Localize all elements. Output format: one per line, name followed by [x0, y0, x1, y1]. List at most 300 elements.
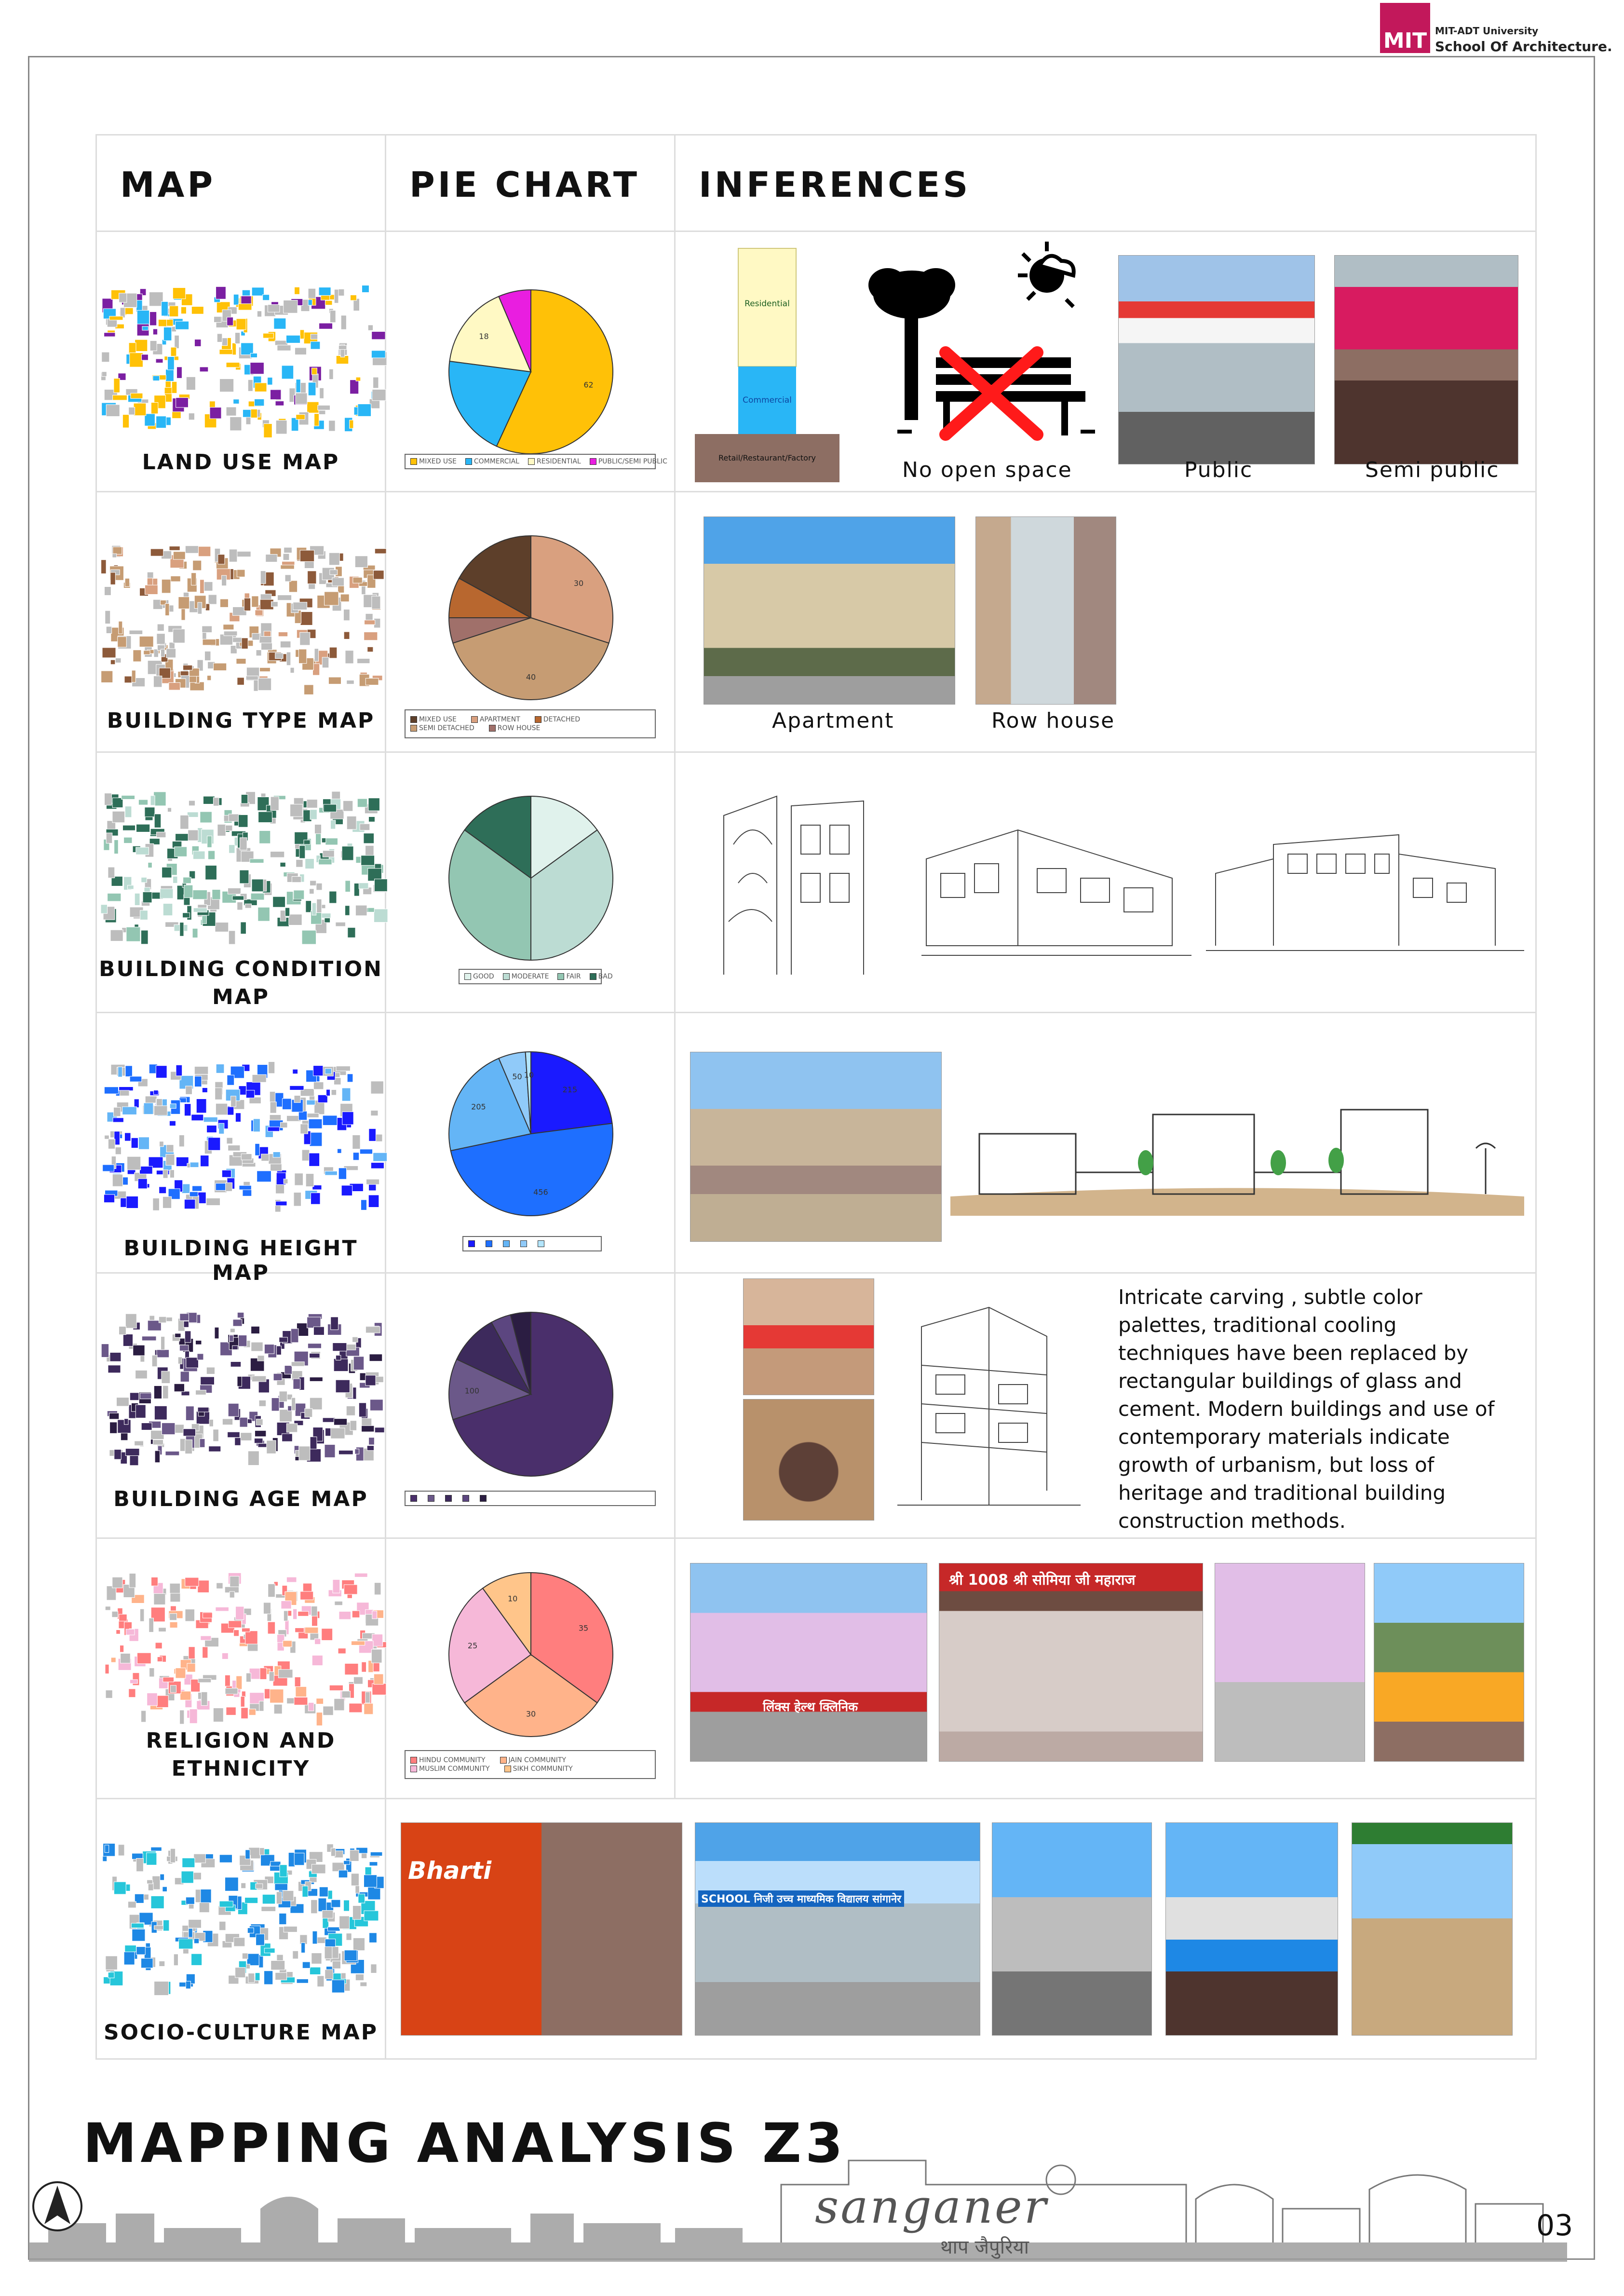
map-plot [185, 1577, 199, 1586]
map-plot [264, 1345, 274, 1354]
map-plot [299, 845, 305, 858]
map-plot [255, 399, 264, 406]
map-plot [275, 1972, 287, 1980]
map-plot [229, 1621, 242, 1628]
map-plot [371, 1649, 382, 1663]
map-plot [274, 1704, 282, 1714]
map-plot [134, 403, 146, 416]
building-condition-inference-cell [675, 752, 1536, 1013]
map-plot [170, 1622, 177, 1628]
map-plot [228, 1403, 239, 1416]
map-plot [365, 613, 373, 620]
map-plot [203, 1647, 208, 1658]
map-plot [262, 1894, 275, 1904]
map-plot [268, 1584, 275, 1597]
map-plot [307, 1100, 315, 1105]
map-plot [236, 319, 246, 330]
legend-item [520, 1240, 529, 1248]
map-plot [157, 832, 166, 837]
map-plot [320, 388, 324, 398]
map-plot [283, 1641, 292, 1647]
map-plot [198, 602, 202, 614]
map-plot [129, 407, 135, 415]
map-plot [329, 1685, 343, 1690]
map-plot [162, 1423, 175, 1434]
map-plot [264, 1689, 270, 1698]
map-plot [286, 652, 291, 666]
map-plot [355, 905, 367, 916]
open-ground-photo [1352, 1822, 1513, 2036]
map-plot [352, 1135, 360, 1149]
map-plot [285, 908, 289, 916]
map-plot [318, 1898, 326, 1912]
map-plot [185, 1331, 191, 1343]
map-plot [136, 847, 149, 855]
legend-item [503, 1240, 512, 1248]
map-plot [155, 1643, 162, 1649]
map-plot [149, 1316, 155, 1320]
map-plot [289, 914, 302, 925]
map-plot [187, 1663, 195, 1672]
map-plot [135, 893, 140, 905]
religion-inference-cell [675, 1538, 1536, 1799]
map-plot [136, 1947, 146, 1955]
map-plot [225, 1688, 238, 1694]
map-plot [200, 1439, 205, 1447]
legend-item: MIXED USE [410, 716, 457, 723]
map-plot [162, 1371, 170, 1383]
map-plot [269, 1671, 274, 1681]
building-type-map-cell [96, 492, 386, 752]
map-plot [102, 372, 107, 377]
map-plot [295, 1173, 303, 1185]
temple-photo [1215, 1563, 1365, 1762]
map-plot [284, 1366, 292, 1374]
map-plot [268, 1127, 279, 1131]
map-plot [341, 1185, 352, 1196]
bharti-shop-photo [401, 1822, 682, 2036]
map-plot [251, 1326, 260, 1333]
map-plot [217, 334, 222, 342]
map-plot [135, 1441, 144, 1446]
map-plot [238, 815, 248, 827]
map-plot [251, 409, 257, 418]
map-plot [214, 316, 221, 322]
map-plot [279, 1337, 288, 1342]
building-height-map-cell [96, 1013, 386, 1285]
map-plot [219, 1921, 226, 1930]
header-inferences: INFERENCES [675, 135, 1536, 231]
pie-data-label: 25 [467, 1641, 478, 1650]
map-plot [102, 352, 109, 362]
shop-signboard: लिंक्स हेल्थ क्लिनिक [763, 1700, 858, 1714]
map-plot [203, 1613, 212, 1618]
legend-item: BAD [590, 973, 613, 980]
map-plot [153, 329, 157, 335]
map-plot [137, 1653, 151, 1664]
map-plot [309, 1119, 322, 1128]
map-plot [346, 1933, 352, 1941]
map-plot [310, 1377, 323, 1382]
map-plot [359, 883, 368, 889]
building-condition-map-cell [96, 752, 386, 1013]
street-section-sketch [950, 1076, 1524, 1216]
map-plot [325, 1171, 338, 1176]
map-plot [125, 1449, 139, 1456]
map-plot [339, 1611, 351, 1619]
map-plot [300, 1124, 308, 1134]
map-plot [347, 1074, 353, 1082]
map-plot [237, 551, 251, 557]
map-plot [270, 851, 284, 857]
row-house-caption: Row house [991, 708, 1115, 733]
map-plot [263, 295, 270, 300]
map-plot [147, 1880, 153, 1884]
map-plot [183, 1429, 196, 1436]
map-plot [110, 1352, 121, 1361]
map-plot [360, 1982, 367, 1986]
map-plot [184, 1199, 195, 1209]
map-plot [331, 1947, 338, 1958]
building-sketch-1 [719, 787, 868, 979]
map-plot [374, 1583, 381, 1595]
map-plot [241, 922, 246, 934]
legend-item [486, 1240, 494, 1248]
map-plot [159, 1317, 166, 1323]
map-plot [362, 1662, 366, 1672]
map-plot [352, 1337, 358, 1342]
map-plot [302, 1150, 310, 1161]
map-plot [224, 631, 237, 636]
map-plot [112, 1611, 118, 1617]
street-photo [690, 1052, 942, 1242]
map-plot [179, 1135, 184, 1146]
row-house-photo [975, 516, 1116, 705]
building-age-map-label: BUILDING AGE MAP [113, 1487, 368, 1511]
map-plot [252, 633, 260, 640]
map-plot [105, 611, 110, 624]
legend-item: MUSLIM COMMUNITY [410, 1765, 490, 1773]
map-plot [331, 1900, 340, 1907]
map-plot [194, 340, 201, 347]
legend-item: APARTMENT [471, 716, 520, 723]
map-plot [216, 1064, 224, 1073]
map-plot [116, 1630, 121, 1634]
map-plot [186, 1086, 192, 1094]
religion-map [101, 1573, 385, 1722]
map-plot [300, 330, 304, 339]
map-plot [176, 398, 189, 408]
map-plot [170, 1170, 174, 1178]
map-plot [311, 1193, 320, 1204]
map-plot [166, 1154, 175, 1165]
map-plot [331, 1317, 338, 1330]
map-plot [340, 594, 349, 602]
map-plot [305, 858, 314, 869]
legend-item: DETACHED [535, 716, 580, 723]
map-plot [365, 620, 375, 625]
map-plot [231, 1096, 236, 1107]
map-plot [345, 1663, 358, 1675]
land-use-legend [405, 454, 667, 469]
map-plot [162, 579, 171, 593]
map-plot [223, 625, 234, 630]
map-plot [227, 1138, 232, 1144]
map-plot [347, 680, 354, 684]
pie-data-label: 100 [464, 1386, 480, 1396]
map-plot [114, 840, 119, 854]
map-plot [123, 1334, 133, 1346]
school-signboard: SCHOOL निजी उच्च माध्यमिक विद्यालय सांगानेर [698, 1890, 904, 1907]
map-plot [336, 1380, 350, 1392]
map-plot [180, 1710, 184, 1724]
map-plot [251, 893, 264, 900]
map-plot [213, 798, 218, 806]
pie-data-label: 10 [507, 1594, 518, 1603]
map-plot [144, 651, 150, 654]
map-plot [162, 1196, 171, 1208]
map-plot [145, 1096, 157, 1103]
map-plot [338, 1450, 353, 1454]
map-plot [174, 1954, 178, 1966]
religion-legend [405, 1750, 656, 1779]
map-plot [370, 1852, 382, 1856]
map-plot [155, 1451, 160, 1463]
map-plot [154, 1106, 168, 1115]
map-plot [259, 1701, 264, 1711]
building-height-pie-cell [386, 1013, 675, 1273]
map-plot [228, 1432, 240, 1438]
map-plot [264, 631, 271, 637]
map-plot [144, 1103, 153, 1114]
map-plot [304, 561, 314, 569]
map-plot [182, 1184, 190, 1194]
map-plot [156, 359, 163, 363]
land-use-bar-diagram [695, 244, 839, 485]
map-plot [268, 1622, 275, 1634]
pie-data-label: 205 [471, 1102, 486, 1112]
building-condition-legend [459, 969, 613, 984]
map-plot [277, 595, 291, 600]
legend-item: SIKH COMMUNITY [504, 1765, 573, 1773]
map-plot [250, 363, 264, 374]
map-plot [311, 1953, 322, 1964]
map-plot [125, 578, 129, 586]
map-plot [150, 796, 155, 805]
map-plot [222, 1419, 232, 1425]
map-plot [284, 300, 298, 313]
map-plot [212, 889, 220, 899]
map-plot [184, 1104, 190, 1116]
map-plot [284, 1611, 288, 1621]
map-plot [292, 877, 301, 883]
map-plot [342, 1112, 353, 1125]
map-plot [163, 1170, 168, 1179]
map-plot [125, 806, 132, 817]
socio-culture-map-cell [96, 1799, 386, 2059]
building-condition-pie-cell [386, 752, 675, 1013]
map-plot [302, 1962, 310, 1968]
map-plot [360, 1149, 372, 1154]
map-plot [323, 1706, 333, 1715]
building-condition-pie [444, 791, 618, 965]
map-plot [374, 1674, 383, 1685]
map-plot [364, 833, 374, 843]
map-plot [193, 890, 207, 899]
map-plot [126, 927, 140, 941]
no-open-space-caption: No open space [902, 458, 1072, 482]
map-plot [150, 312, 157, 326]
map-plot [282, 1099, 291, 1110]
map-plot [278, 632, 287, 637]
map-plot [229, 549, 237, 562]
map-plot [259, 1848, 264, 1855]
map-plot [255, 383, 267, 392]
map-plot [130, 1393, 139, 1400]
map-plot [170, 1614, 177, 1620]
map-plot [226, 362, 240, 367]
map-plot [200, 367, 208, 372]
map-plot [159, 1961, 165, 1966]
map-plot [149, 1618, 154, 1632]
map-plot [240, 1417, 247, 1427]
page-title: MAPPING ANALYSIS Z3 [83, 2112, 847, 2175]
map-plot [176, 1668, 186, 1678]
map-plot [163, 327, 171, 340]
map-plot [323, 851, 334, 857]
legend-item [410, 1494, 419, 1502]
map-plot [200, 1155, 209, 1167]
map-plot [166, 649, 176, 658]
map-plot [191, 307, 203, 314]
map-plot [250, 859, 264, 863]
map-plot [114, 1882, 126, 1894]
map-plot [342, 1088, 351, 1101]
pie-data-label: 40 [526, 672, 536, 682]
map-plot [217, 824, 226, 836]
map-plot [151, 403, 158, 414]
map-plot [366, 1179, 379, 1184]
map-plot [339, 1916, 350, 1929]
map-plot [344, 1900, 350, 1911]
legend-item: COMMERCIAL [465, 458, 519, 465]
map-plot [280, 1410, 292, 1422]
map-plot [179, 1939, 193, 1949]
map-plot [106, 833, 112, 843]
map-plot [246, 417, 251, 425]
map-plot [185, 1440, 192, 1454]
map-plot [169, 1121, 176, 1126]
map-plot [253, 1119, 260, 1132]
legend-item: ROW HOUSE [489, 724, 541, 732]
map-plot [119, 293, 127, 302]
map-plot [271, 1861, 281, 1866]
map-plot [241, 1697, 244, 1707]
map-plot [183, 913, 190, 918]
map-plot [327, 1927, 340, 1931]
map-plot [162, 1887, 167, 1891]
map-plot [110, 660, 115, 665]
map-plot [118, 1067, 122, 1077]
map-plot [259, 1400, 266, 1406]
map-plot [307, 402, 319, 413]
map-plot [222, 338, 227, 346]
map-plot [235, 333, 240, 344]
map-plot [264, 424, 272, 438]
map-plot [371, 1081, 383, 1094]
map-plot [186, 1358, 199, 1368]
socio-culture-map-label: SOCIO-CULTURE MAP [103, 2020, 379, 2045]
map-plot [131, 1923, 144, 1928]
map-plot [103, 1165, 114, 1171]
map-plot [300, 632, 310, 645]
map-plot [106, 405, 120, 417]
map-plot [132, 670, 135, 682]
header-map: MAP [96, 135, 386, 231]
building-condition-map [101, 791, 385, 941]
map-plot [301, 1943, 305, 1953]
map-plot [354, 883, 359, 897]
building-condition-map-label: BUILDING CONDITION MAP [99, 957, 383, 1009]
map-plot [233, 294, 239, 305]
map-plot [163, 1920, 169, 1931]
map-plot [131, 1138, 138, 1148]
map-plot [252, 287, 264, 296]
map-plot [173, 629, 185, 643]
map-plot [294, 1192, 301, 1206]
map-plot [268, 1061, 274, 1073]
map-plot [242, 1628, 250, 1632]
map-plot [334, 1698, 344, 1711]
map-plot [106, 626, 112, 634]
map-plot [114, 379, 120, 393]
map-plot [205, 865, 217, 880]
map-plot [239, 1185, 251, 1190]
map-plot [362, 1426, 374, 1432]
map-plot [226, 1707, 236, 1715]
map-plot [275, 653, 283, 658]
land-use-map [101, 285, 385, 435]
map-plot [129, 1573, 136, 1588]
map-plot [296, 859, 303, 867]
map-plot [329, 891, 337, 903]
page-number: 03 [1536, 2209, 1573, 2242]
map-plot [101, 905, 107, 914]
map-plot [120, 1645, 123, 1652]
map-plot [213, 1708, 223, 1722]
map-plot [240, 870, 249, 883]
map-plot [200, 580, 204, 594]
map-plot [195, 1340, 201, 1345]
map-plot [206, 1198, 220, 1205]
map-plot [202, 626, 212, 633]
map-plot [311, 368, 317, 375]
map-plot [220, 379, 234, 392]
map-plot [191, 1114, 203, 1121]
map-plot [112, 1174, 122, 1186]
map-plot [347, 816, 356, 829]
map-plot [316, 1712, 322, 1726]
map-plot [125, 1314, 136, 1328]
map-plot [255, 1973, 260, 1981]
map-plot [198, 546, 210, 557]
map-plot [293, 1379, 300, 1389]
map-plot [368, 1195, 379, 1208]
map-plot [195, 1889, 201, 1902]
map-plot [341, 315, 346, 329]
map-plot [241, 1433, 252, 1441]
map-plot [351, 1874, 359, 1886]
